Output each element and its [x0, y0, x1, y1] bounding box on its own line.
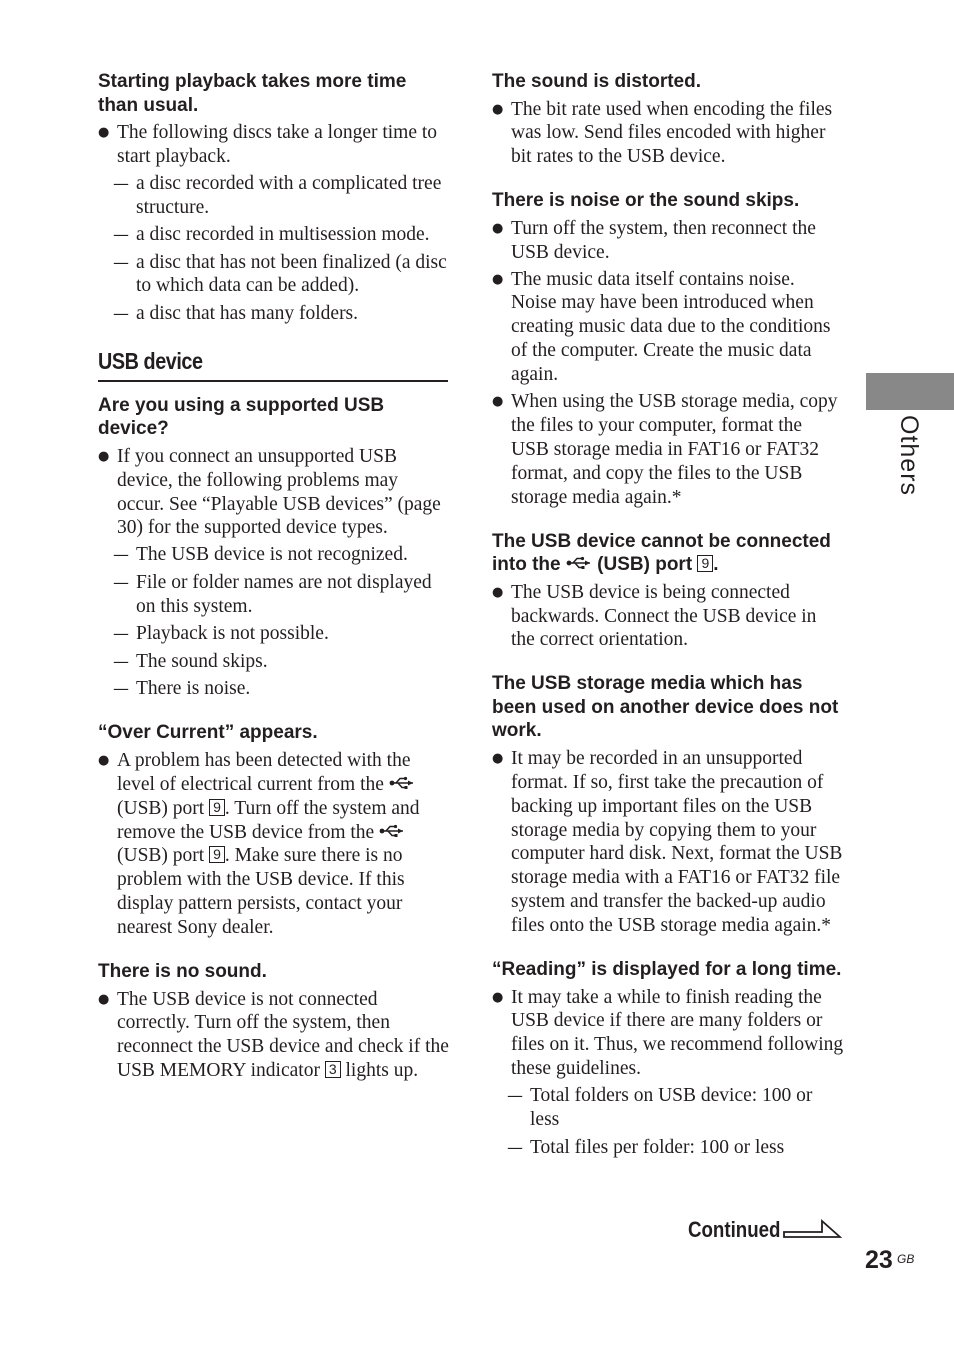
dash-item: — Total files per folder: 100 or less	[492, 1136, 844, 1160]
continued-label: Continued	[688, 1217, 781, 1242]
usb-icon	[389, 776, 415, 790]
heading-slow-playback: Starting playback takes more time than usual.	[98, 71, 407, 116]
heading-noise-skips: There is noise or the sound skips.	[492, 190, 800, 212]
bullet-text: A problem has been detected with the level of electrical current from the	[117, 749, 411, 795]
continued-arrow-icon	[782, 1218, 842, 1242]
heading-text: (USB) port	[597, 554, 693, 576]
right-column	[492, 70, 844, 1163]
usb-icon	[379, 824, 405, 838]
bullet-text: (USB) port	[117, 845, 205, 867]
dash-item: — Total folders on USB device: 100 or less	[492, 1084, 844, 1132]
side-tab-label: Others	[895, 415, 923, 497]
bullet-item: ● It may be recorded in an unsupported format. If so, first take the precaution of backing up important files on the USB storage media by copying them to your computer hard disk. Next, format the USB storage media with a FAT16 or FAT32 file system and transfer the backed-up audio files onto the USB storage media again.*	[492, 747, 844, 938]
bullet-item: ● The USB device is being connected backwards. Connect the USB device in the correct orientation.	[492, 581, 844, 653]
section-title-usb-device: USB device	[98, 347, 203, 374]
dash-item: — a disc that has many folders.	[98, 302, 450, 326]
dash-item: — There is noise.	[98, 677, 450, 701]
port-number-box: 9	[209, 846, 225, 863]
bullet-item: ● The music data itself contains noise. Noise may have been introduced when creating music data due to the conditions of the computer. Create the music data again.	[492, 268, 844, 388]
dash-item: — a disc recorded in multisession mode.	[98, 223, 450, 247]
heading-reading: “Reading” is displayed for a long time.	[492, 959, 842, 981]
page-number: 23	[865, 1246, 893, 1274]
heading-over-current: “Over Current” appears.	[98, 722, 318, 744]
dash-item: — Playback is not possible.	[98, 622, 450, 646]
heading-text: The USB device cannot be connected into the	[492, 530, 831, 576]
indicator-number-box: 3	[325, 1061, 341, 1078]
dash-item: — a disc recorded with a complicated tree structure.	[98, 172, 450, 220]
bullet-item: ● When using the USB storage media, copy the files to your computer, format the USB storage media in FAT16 or FAT32 format, and copy the files to the USB storage media again.*	[492, 390, 844, 510]
heading-supported-usb: Are you using a supported USB device?	[98, 394, 385, 440]
bullet-text: (USB) port	[117, 797, 205, 819]
left-column	[98, 70, 450, 1086]
bullet-item: ● The following discs take a longer time to start playback.	[98, 121, 450, 169]
bullet-item: ● The bit rate used when encoding the files was low. Send files encoded with higher bit rates to the USB device.	[492, 98, 844, 170]
heading-no-sound: There is no sound.	[98, 961, 267, 983]
usb-icon	[566, 556, 592, 570]
port-number-box: 9	[209, 799, 225, 816]
dash-item: — The USB device is not recognized.	[98, 543, 450, 567]
bullet-item: ● If you connect an unsupported USB device, the following problems may occur. See “Playable USB devices” (page 30) for the supported device types.	[98, 445, 450, 541]
bullet-text: . Make sure there is no problem with the USB device. If this display pattern persists, contact your nearest Sony dealer.	[117, 845, 405, 939]
side-tab	[866, 373, 954, 410]
bullet-item: ● Turn off the system, then reconnect the USB device.	[492, 217, 844, 265]
dash-item: — File or folder names are not displayed on this system.	[98, 571, 450, 619]
bullet-text: lights up.	[345, 1060, 419, 1082]
page-number-suffix: GB	[897, 1252, 915, 1266]
heading-text: .	[713, 554, 719, 576]
heading-sound-distorted: The sound is distorted.	[492, 71, 702, 92]
bullet-item	[98, 749, 450, 940]
heading-storage-media: The USB storage media which has been used on another device does not work.	[492, 673, 839, 742]
bullet-text: The USB device is not connected correctly. Turn off the system, then reconnect the USB device and check if the USB MEMORY indicator	[117, 988, 449, 1082]
dash-item: — a disc that has not been finalized (a disc to which data can be added).	[98, 251, 450, 299]
heading-cannot-connect	[492, 530, 844, 577]
bullet-item	[98, 988, 450, 1084]
bullet-item: ● It may take a while to finish reading the USB device if there are many folders or files on it. Thus, we recommend following these guidelines.	[492, 986, 844, 1082]
port-number-box: 9	[697, 555, 713, 572]
bullet-text: . Turn off the system and remove the USB device from the	[117, 797, 420, 843]
section-divider	[98, 380, 448, 382]
dash-item: — The sound skips.	[98, 650, 450, 674]
